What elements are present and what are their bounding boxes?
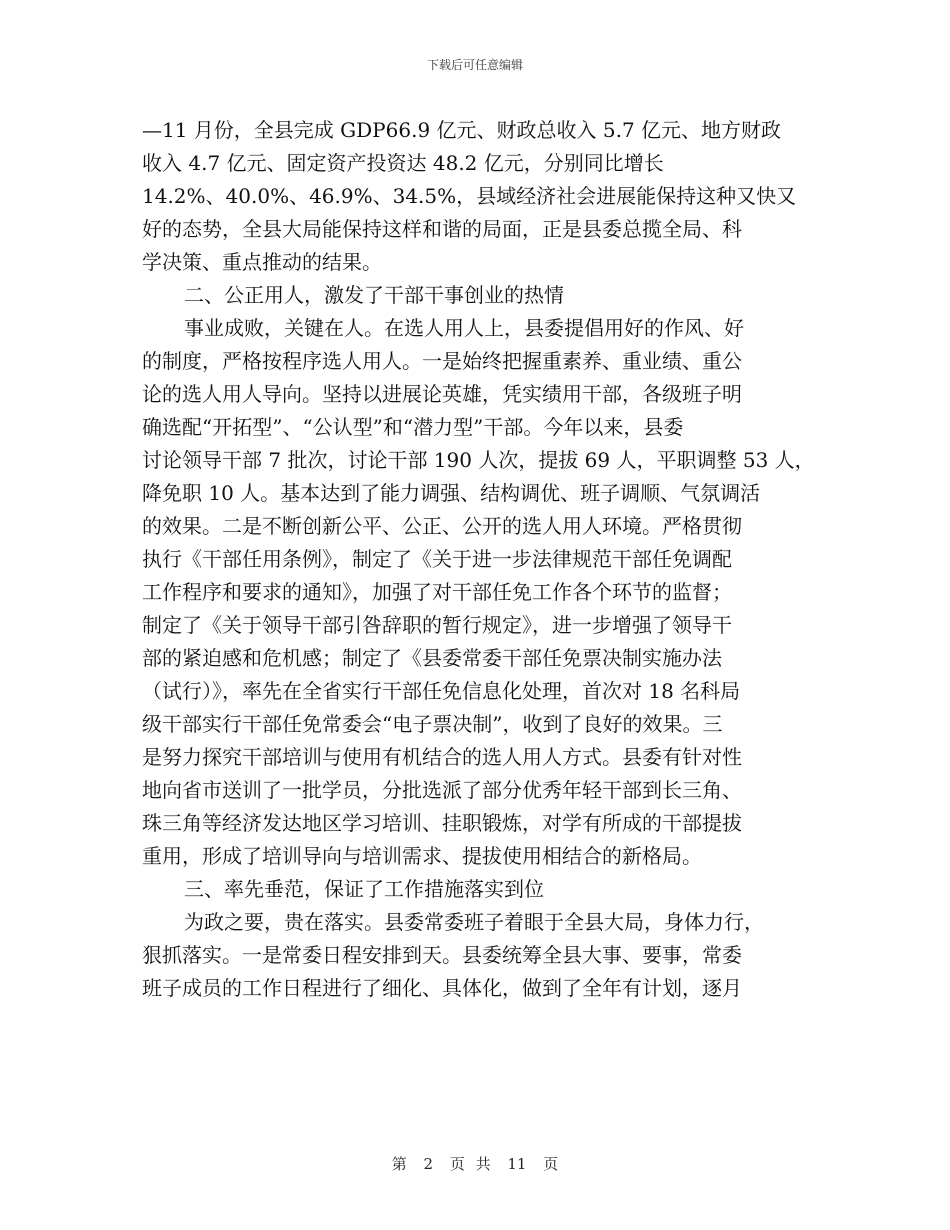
text-line: 降免职 10 人。基本达到了能力调强、结构调优、班子调顺、气氛调活 (142, 481, 761, 505)
text-line: 确选配“开拓型”、“公认型”和“潜力型”干部。今年以来，县委 (142, 415, 684, 439)
text-line: 学决策、重点推动的结果。 (142, 250, 382, 274)
footer-prefix: 第 (391, 1155, 407, 1173)
text-line: 珠三角等经济发达地区学习培训、挂职锻炼，对学有所成的干部提拔 (142, 811, 742, 835)
document-body (142, 114, 822, 1005)
text-line: 为政之要，贵在落实。县委常委班子着眼于全县大局，身体力行， (184, 910, 764, 934)
total-pages-number: 11 (507, 1155, 527, 1173)
page-header: 下载后可任意编辑 (426, 58, 523, 72)
text-line: 好的态势，全县大局能保持这样和谐的局面，正是县委总揽全局、科 (142, 217, 742, 241)
text-line: 论的选人用人导向。坚持以进展论英雄，凭实绩用干部，各级班子明 (142, 382, 742, 406)
section-heading: 二、公正用人，激发了干部干事创业的热情 (184, 283, 564, 307)
text-line: 工作程序和要求的通知》，加强了对干部任免工作各个环节的监督； (142, 580, 732, 604)
text-line: 级干部实行干部任免常委会“电子票决制”，收到了良好的效果。三 (142, 712, 723, 736)
footer-middle: 页 共 (449, 1155, 491, 1173)
text-line: 地向省市送训了一批学员，分批选派了部分优秀年轻干部到长三角、 (142, 778, 742, 802)
section-heading: 三、率先垂范，保证了工作措施落实到位 (184, 877, 544, 901)
text-line: 狠抓落实。一是常委日程安排到天。县委统筹全县大事、要事，常委 (142, 943, 742, 967)
text-line: （试行）》，率先在全省实行干部任免信息化处理，首次对 18 名科局 (142, 679, 741, 703)
page-footer (0, 1153, 950, 1174)
text-line: 的制度，严格按程序选人用人。一是始终把握重素养、重业绩、重公 (142, 349, 742, 373)
text-line: 的效果。二是不断创新公平、公正、公开的选人用人环境。严格贯彻 (142, 514, 742, 538)
text-line: —11 月份，全县完成 GDP66.9 亿元、财政总收入 5.7 亿元、地方财政 (142, 118, 782, 142)
current-page-number: 2 (423, 1155, 434, 1173)
footer-suffix: 页 (543, 1155, 559, 1173)
text-line: 制定了《关于领导干部引咎辞职的暂行规定》，进一步增强了领导干 (142, 613, 732, 637)
text-line: 事业成败，关键在人。在选人用人上，县委提倡用好的作风、好 (184, 316, 744, 340)
text-line: 重用，形成了培训导向与培训需求、提拔使用相结合的新格局。 (142, 844, 702, 868)
text-line: 部的紧迫感和危机感；制定了《县委常委干部任免票决制实施办法 (142, 646, 722, 670)
text-line: 是努力探究干部培训与使用有机结合的选人用人方式。县委有针对性 (142, 745, 742, 769)
text-line: 14.2%、40.0%、46.9%、34.5%，县域经济社会进展能保持这种又快又 (142, 184, 797, 208)
text-line: 收入 4.7 亿元、固定资产投资达 48.2 亿元，分别同比增长 (142, 151, 664, 175)
text-line: 讨论领导干部 7 批次，讨论干部 190 人次，提拔 69 人，平职调整 53 人， (142, 448, 815, 472)
text-line: 班子成员的工作日程进行了细化、具体化，做到了全年有计划，逐月 (142, 976, 742, 1000)
text-line: 执行《干部任用条例》，制定了《关于进一步法律规范干部任免调配 (142, 547, 732, 571)
